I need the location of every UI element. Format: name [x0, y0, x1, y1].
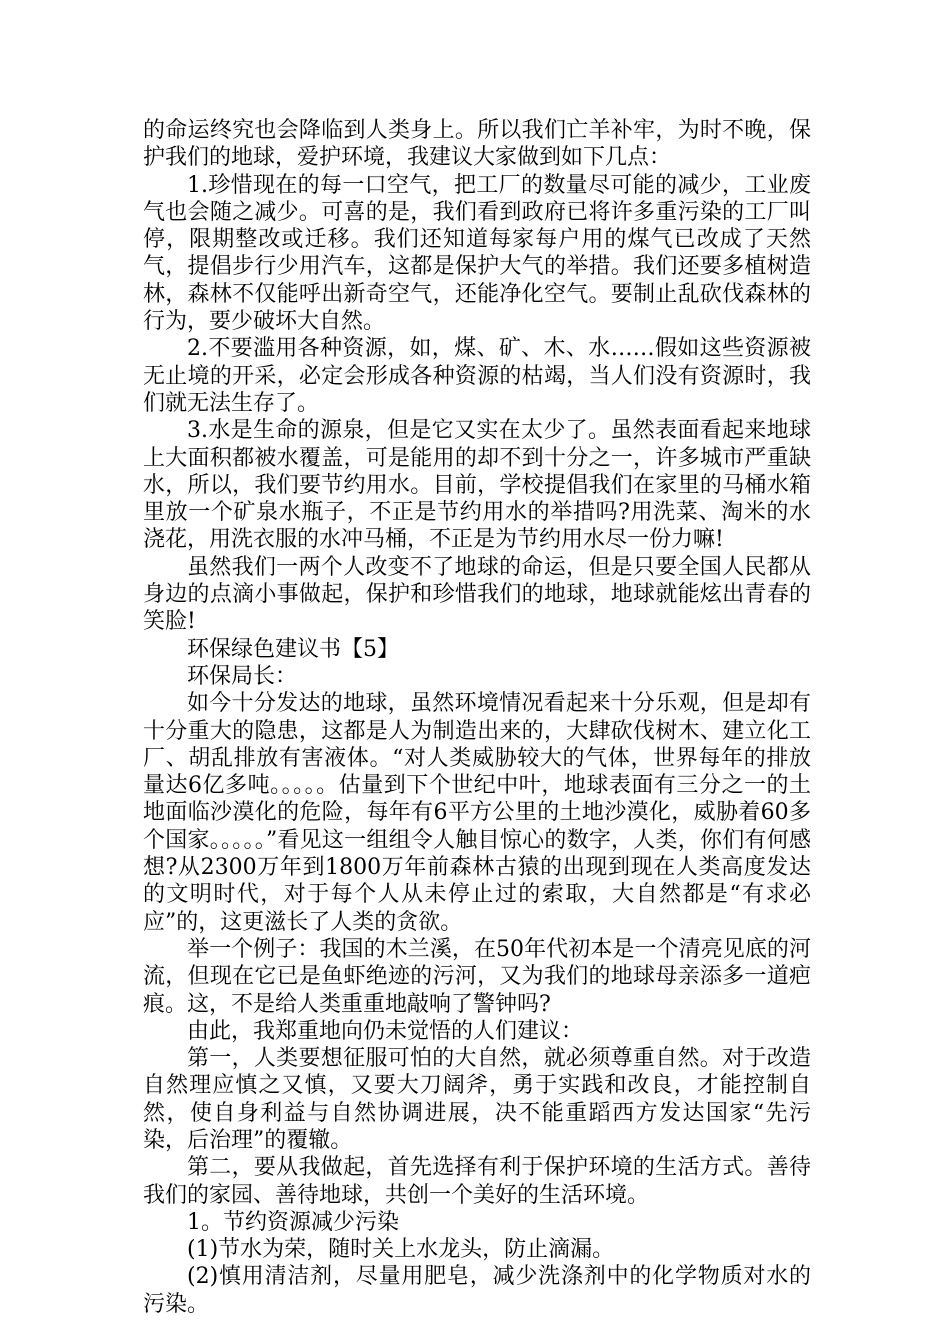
paragraph-first-point: 第一，人类要想征服可怕的大自然，就必须尊重自然。对于改造自然理应慎之又慎，又要大刀阔斧，勇于实践和改良，才能控制自然，使自身利益与自然协调进展，决不能重蹈西方发达国家“先污染，后治理”的覆辙。	[143, 1046, 811, 1153]
list-heading-save-resources: 1。节约资源减少污染	[187, 1209, 399, 1235]
paragraph-proposal-intro: 由此，我郑重地向仍未觉悟的人们建议：	[187, 1018, 584, 1044]
paragraph-suggestion-3-water: 3.水是生命的源泉，但是它又实在太少了。虽然表面看起来地球上大面积都被水覆盖，可是能用的却不到十分之一，许多城市严重缺水，所以，我们要节约用水。目前，学校提倡我们在家里的马桶水箱里放一个矿泉水瓶子，不正是节约用水的举措吗?用洗菜、淘米的水浇花，用洗衣服的水冲马桶，不正是为节约用水尽一份力嘛!	[143, 418, 811, 553]
document-page	[143, 117, 811, 1318]
paragraph-suggestion-1-air: 1.珍惜现在的每一口空气，把工厂的数量尽可能的减少，工业废气也会随之减少。可喜的是，我们看到政府已将许多重污染的工厂叫停，限期整改或迁移。我们还知道每家每户用的煤气已改成了天然气，提倡步行少用汽车，这都是保护大气的举措。我们还要多植树造林，森林不仅能呼出新奇空气，还能净化空气。要制止乱砍伐森林的行为，要少破坏大自然。	[143, 172, 811, 335]
list-item-2: (2)慎用清洁剂，尽量用肥皂，减少洗涤剂中的化学物质对水的污染。	[143, 1264, 811, 1317]
paragraph-second-point: 第二，要从我做起，首先选择有利于保护环境的生活方式。善待我们的家园、善待地球，共创一个美好的生活环境。	[143, 1155, 811, 1208]
paragraph-conclusion: 虽然我们一两个人改变不了地球的命运，但是只要全国人民都从身边的点滴小事做起，保护和珍惜我们的地球，地球就能炫出青春的笑脸!	[143, 554, 811, 635]
paragraph-suggestion-2-resources: 2.不要滥用各种资源，如，煤、矿、木、水……假如这些资源被无止境的开采，必定会形成各种资源的枯竭，当人们没有资源时，我们就无法生存了。	[143, 336, 811, 416]
section-heading: 环保绿色建议书【5】	[187, 636, 399, 662]
paragraph-intro-continuation: 的命运终究也会降临到人类身上。所以我们亡羊补牢，为时不晚，保护我们的地球，爱护环境，我建议大家做到如下几点：	[143, 118, 811, 171]
list-item-1: (1)节水为荣，随时关上水龙头，防止滴漏。	[187, 1237, 615, 1263]
salutation: 环保局长：	[187, 663, 298, 689]
paragraph-body-1: 如今十分发达的地球，虽然环境情况看起来十分乐观，但是却有十分重大的隐患，这都是人为制造出来的，大肆砍伐树木、建立化工厂、胡乱排放有害液体。“对人类威胁较大的气体，世界每年的排放量达6亿多吨。。。。。估量到下个世纪中叶，地球表面有三分之一的土地面临沙漠化的危险，每年有6平方公里的土地沙漠化，威胁着60多个国家。。。。。”看见这一组组令人触目惊心的数字，人类，你们有何感想?从2300万年到1800万年前森林古猿的出现到现在人类高度发达的文明时代，对于每个人从未停止过的索取，大自然都是“有求必应”的，这更滋长了人类的贪欲。	[143, 691, 811, 935]
paragraph-example: 举一个例子：我国的木兰溪，在50年代初本是一个清亮见底的河流，但现在它已是鱼虾绝迹的污河，又为我们的地球母亲添多一道疤痕。这，不是给人类重重地敲响了警钟吗?	[143, 936, 811, 1017]
